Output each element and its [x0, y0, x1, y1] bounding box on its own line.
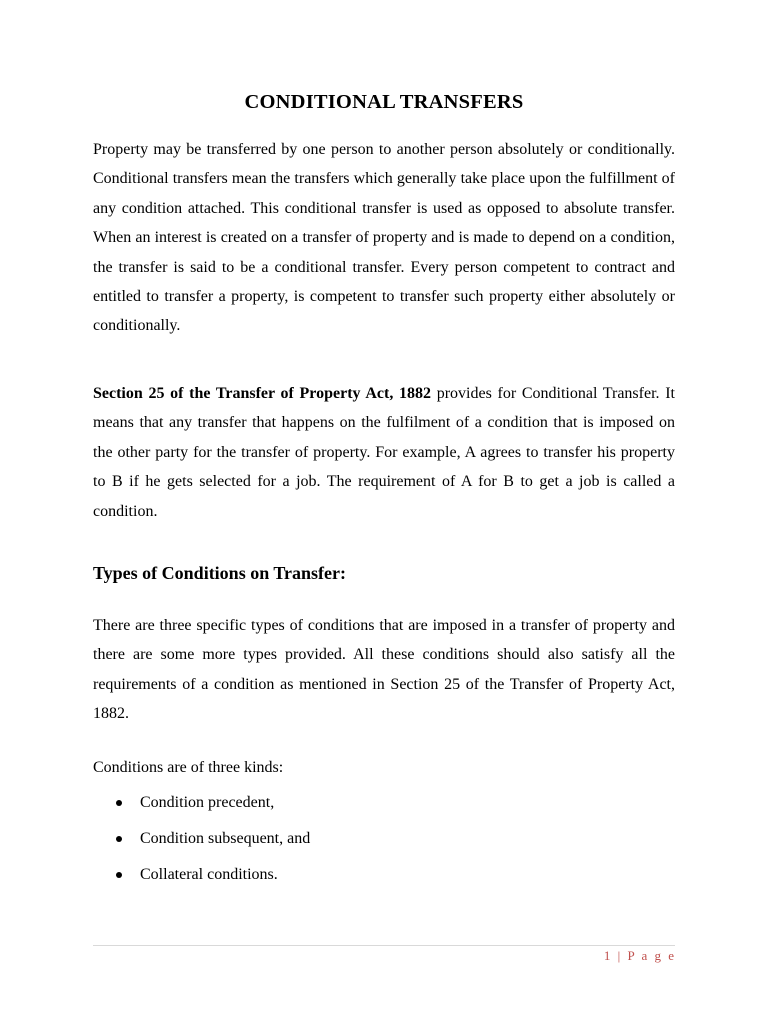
- paragraph-types: There are three specific types of conditions that are imposed in a transfer of property and there are some more types provided. All these conditions should also satisfy all the requirements of a condition as mentioned in Section 25 of the Transfer of Property Act, 1882.: [93, 617, 675, 723]
- list-item-text: Collateral conditions.: [140, 866, 278, 883]
- list-item: [93, 789, 675, 825]
- paragraph-section-25: [93, 379, 675, 526]
- paragraph-section-25-text: provides for Conditional Transfer. It means that any transfer that happens on the fulfilment of a condition that is imposed on the other party for the transfer of property. For example, A agrees to transfer his property to B if he gets selected for a job. The requirement of A for B to get a job is called a condition.: [93, 385, 675, 520]
- footer-divider: [93, 945, 675, 946]
- section-reference: Section 25 of the Transfer of Property Act, 1882: [93, 385, 432, 402]
- document-title: CONDITIONAL TRANSFERS: [244, 91, 524, 113]
- paragraph-intro: Property may be transferred by one person to another person absolutely or conditionally. Conditional transfers mean the transfers which generally take place upon the fulfillment of any condition attached. This conditional transfer is used as opposed to absolute transfer. When an interest is created on a transfer of property and is made to depend on a condition, the transfer is said to be a conditional transfer. Every person competent to contract and entitled to transfer a property, is competent to transfer such property either absolutely or conditionally.: [93, 141, 675, 335]
- paragraph-kinds-intro: Conditions are of three kinds:: [93, 759, 284, 776]
- list-item: [93, 825, 675, 861]
- page-number: 1 | P a g e: [603, 948, 676, 963]
- bullet-icon: [116, 836, 122, 842]
- conditions-list: [93, 789, 675, 897]
- list-item-text: Condition subsequent, and: [140, 830, 311, 847]
- list-item-text: Condition precedent,: [140, 794, 275, 811]
- list-item: [93, 861, 675, 897]
- bullet-icon: [116, 800, 122, 806]
- section-heading-types: Types of Conditions on Transfer:: [93, 563, 347, 583]
- bullet-icon: [116, 872, 122, 878]
